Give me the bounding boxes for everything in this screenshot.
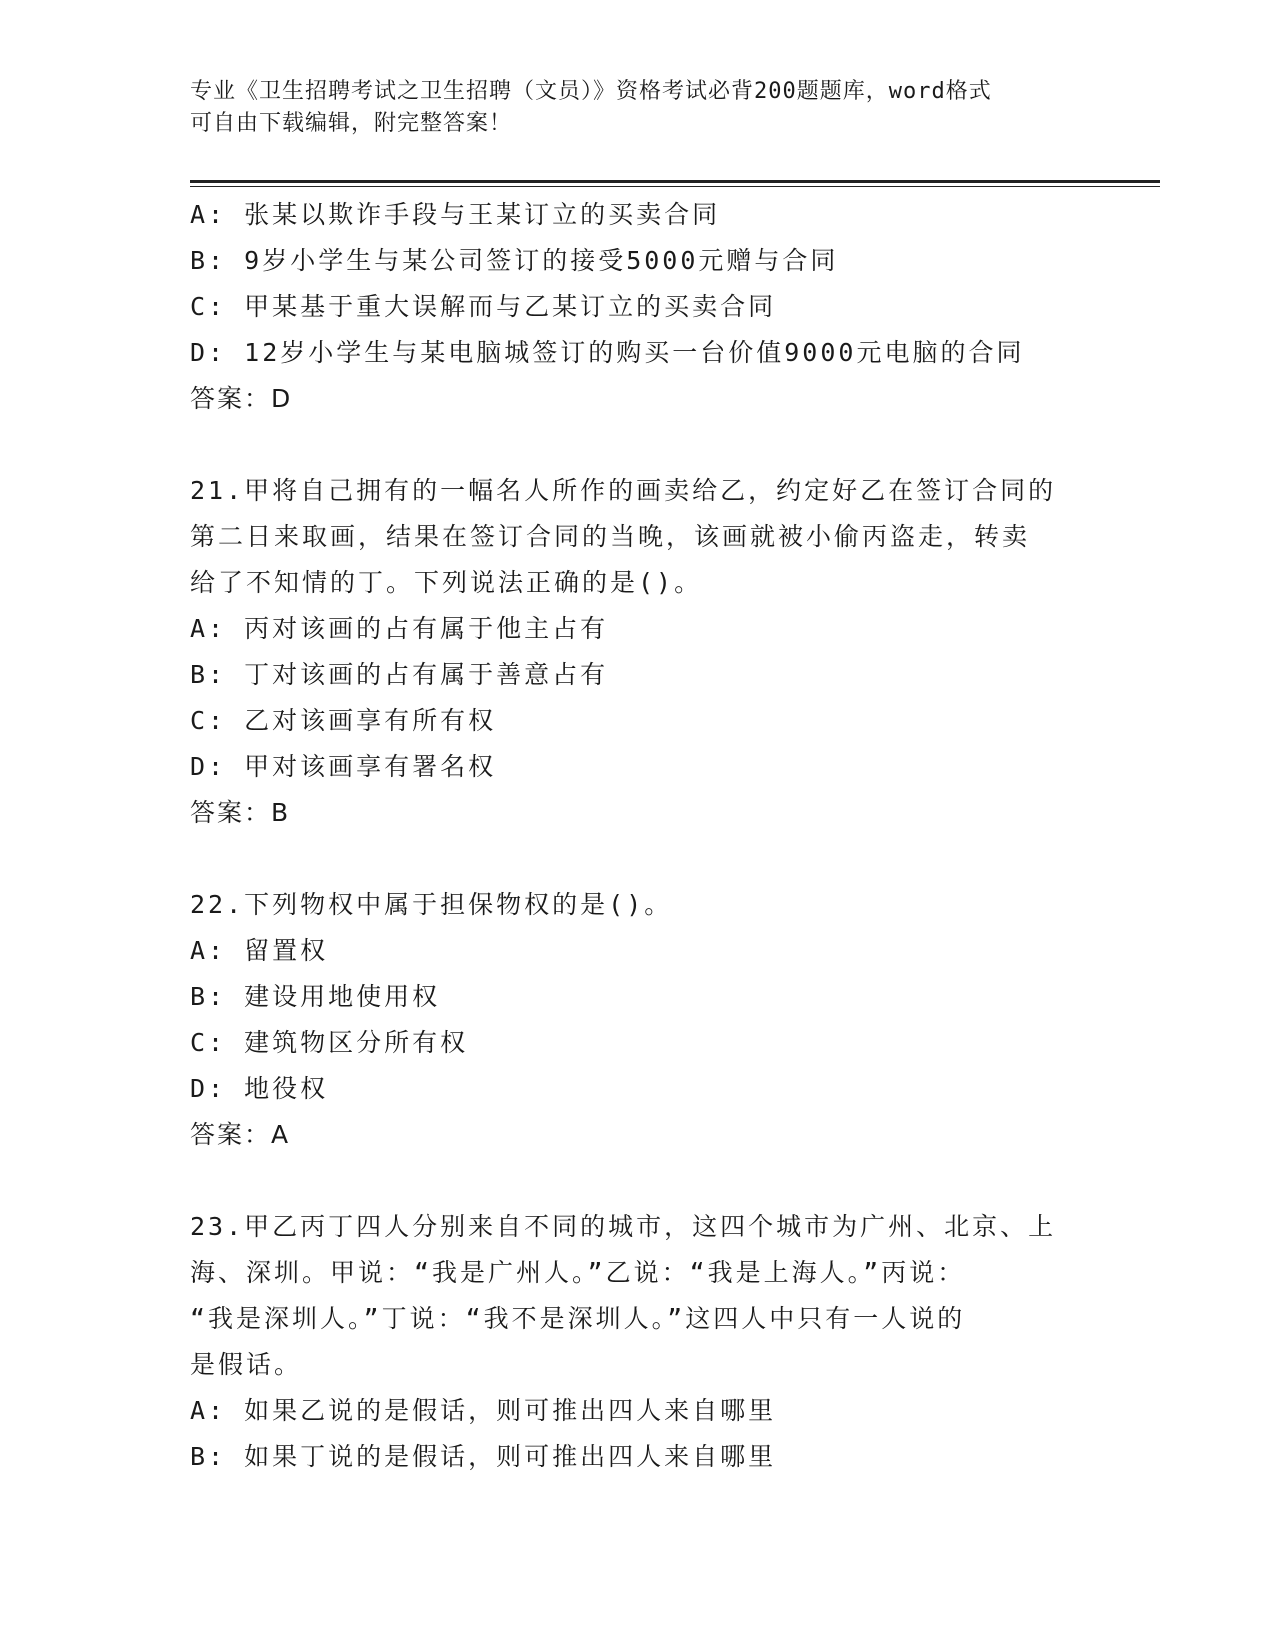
question-stem-line: 21.甲将自己拥有的一幅名人所作的画卖给乙，约定好乙在签订合同的 xyxy=(190,476,1057,505)
option-d: D: 12岁小学生与某电脑城签订的购买一台价值9000元电脑的合同 xyxy=(190,338,1025,367)
option-b: B: 建设用地使用权 xyxy=(190,982,441,1011)
question-stem-line: 23.甲乙丙丁四人分别来自不同的城市，这四个城市为广州、北京、上 xyxy=(190,1212,1057,1241)
question-stem-line: 22.下列物权中属于担保物权的是()。 xyxy=(190,890,673,919)
option-a: A: 丙对该画的占有属于他主占有 xyxy=(190,614,609,643)
question-stem-line: 第二日来取画，结果在签订合同的当晚，该画就被小偷丙盗走，转卖 xyxy=(190,522,1031,551)
question-20 xyxy=(190,192,1090,422)
spacer xyxy=(190,1158,1090,1204)
option-c: C: 建筑物区分所有权 xyxy=(190,1028,469,1057)
option-b: B: 丁对该画的占有属于善意占有 xyxy=(190,660,609,689)
question-21 xyxy=(190,468,1090,836)
option-d: D: 地役权 xyxy=(190,1074,329,1103)
option-a: A: 如果乙说的是假话，则可推出四人来自哪里 xyxy=(190,1396,777,1425)
answer-line: 答案：D xyxy=(190,384,293,413)
question-stem-line: “我是深圳人。”丁说：“我不是深圳人。”这四人中只有一人说的 xyxy=(190,1304,966,1333)
option-c: C: 乙对该画享有所有权 xyxy=(190,706,497,735)
option-a: A: 留置权 xyxy=(190,936,329,965)
question-list xyxy=(190,192,1090,1480)
header-title-line-2: 可自由下载编辑，附完整答案！ xyxy=(190,111,513,136)
spacer xyxy=(190,422,1090,468)
option-b: B: 如果丁说的是假话，则可推出四人来自哪里 xyxy=(190,1442,777,1471)
header-divider-thin xyxy=(190,186,1160,187)
question-stem-line: 给了不知情的丁。下列说法正确的是()。 xyxy=(190,568,703,597)
question-stem-line: 是假话。 xyxy=(190,1350,303,1379)
answer-line: 答案：B xyxy=(190,798,291,827)
option-a: A: 张某以欺诈手段与王某订立的买卖合同 xyxy=(190,200,721,229)
question-stem-line: 海、深圳。甲说：“我是广州人。”乙说：“我是上海人。”丙说： xyxy=(190,1258,966,1287)
option-c: C: 甲某基于重大误解而与乙某订立的买卖合同 xyxy=(190,292,777,321)
answer-line: 答案：A xyxy=(190,1120,291,1149)
option-d: D: 甲对该画享有署名权 xyxy=(190,752,497,781)
spacer xyxy=(190,836,1090,882)
header-divider-thick xyxy=(190,180,1160,183)
option-b: B: 9岁小学生与某公司签订的接受5000元赠与合同 xyxy=(190,246,839,275)
question-23 xyxy=(190,1204,1090,1480)
document-header xyxy=(190,76,1090,140)
question-22 xyxy=(190,882,1090,1158)
header-title-line-1: 专业《卫生招聘考试之卫生招聘（文员）》资格考试必背200题题库，word格式 xyxy=(190,79,992,104)
